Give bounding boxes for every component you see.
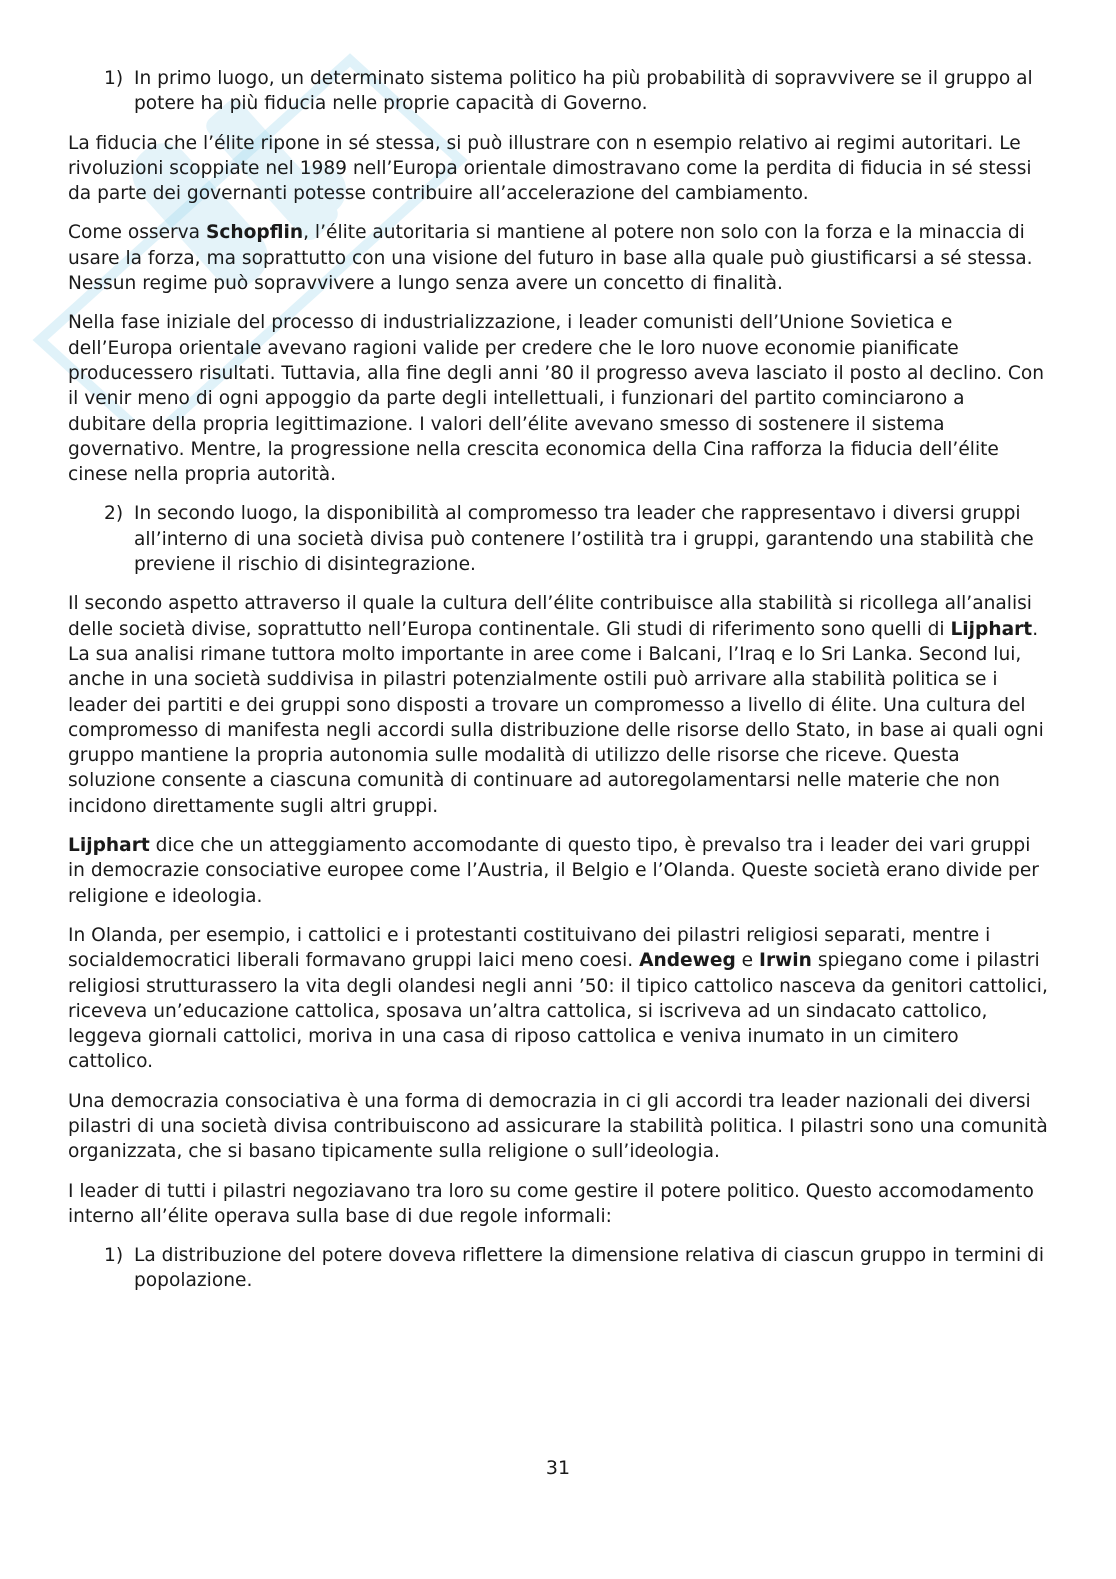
text-run: Come osserva bbox=[68, 222, 206, 244]
text-run: Il secondo aspetto attraverso il quale la cultura dell’élite contribuisce alla stabilità si ricollega all’analisi delle società divise, soprattutto nell’Europa continentale. Gli studi di riferimento sono quelli di bbox=[68, 593, 1032, 640]
author-name: Lijphart bbox=[950, 618, 1033, 640]
author-name: Schopflin bbox=[205, 222, 304, 244]
paragraph bbox=[68, 591, 1048, 819]
list-text: In primo luogo, un determinato sistema politico ha più probabilità di sopravvivere se il gruppo al potere ha più fiducia nelle proprie capacità di Governo. bbox=[134, 68, 1033, 115]
document-body bbox=[68, 66, 1048, 1308]
list-item bbox=[68, 66, 1048, 117]
paragraph: Nella fase iniziale del processo di industrializzazione, i leader comunisti dell’Unione Sovietica e dell’Europa orientale avevano ragioni valide per credere che le loro nuove economie pianificate producessero risultati. Tuttavia, alla fine degli anni ’80 il progresso aveva lasciato il posto al declino. Con il venir meno di ogni appoggio da parte degli intellettuali, i funzionari del partito cominciarono a dubitare della propria legittimazione. I valori dell’élite avevano smesso di sostenere il sistema governativo. Mentre, la progressione nella crescita economica della Cina rafforza la fiducia dell’élite cinese nella propria autorità. bbox=[68, 312, 1045, 486]
author-name: Lijphart bbox=[68, 835, 150, 857]
text-run: , l’élite autoritaria si mantiene al potere non solo con la forza e la minaccia di usare la forza, ma soprattutto con una visione del futuro in base alla quale può giustificarsi a sé stessa. Nessun regime può sopravvivere a lungo senza avere un concetto di finalità. bbox=[68, 222, 1033, 295]
list-item bbox=[68, 501, 1048, 577]
list-text: La distribuzione del potere doveva riflettere la dimensione relativa di ciascun gruppo in termini di popolazione. bbox=[134, 1245, 1045, 1292]
paragraph bbox=[68, 220, 1048, 296]
list-number: 2) bbox=[104, 503, 124, 525]
text-run: In Olanda, per esempio, i cattolici e i protestanti costituivano dei pilastri religiosi separati, mentre i socialdemocratici liberali formavano gruppi laici meno coesi. bbox=[68, 924, 991, 972]
list-number: 1) bbox=[104, 68, 124, 89]
paragraph: I leader di tutti i pilastri negoziavano tra loro su come gestire il potere politico. Questo accomodamento interno all’élite operava sulla base di due regole informali: bbox=[68, 1180, 1034, 1227]
paragraph: La fiducia che l’élite ripone in sé stessa, si può illustrare con n esempio relativo ai regimi autoritari. Le rivoluzioni scoppiate nel 1989 nell’Europa orientale dimostravano come la perdita di fiducia in sé stessi da parte dei governanti potesse contribuire all’accelerazione del cambiamento. bbox=[68, 132, 1032, 205]
page-number: 31 bbox=[545, 1457, 571, 1479]
text-run: e bbox=[735, 950, 760, 972]
author-name: Irwin bbox=[759, 950, 812, 972]
list-text: In secondo luogo, la disponibilità al compromesso tra leader che rappresentavo i diversi gruppi all’interno di una società divisa può contenere l’ostilità tra i gruppi, garantendo una stabilità che previene il rischio di disintegrazione. bbox=[134, 503, 1034, 576]
paragraph bbox=[68, 923, 1048, 1075]
text-run: . La sua analisi rimane tuttora molto importante in aree come i Balcani, l’Iraq e lo Sri Lanka. Second lui, anche in una società suddivisa in pilastri potenzialmente ostili può arrivare alla stabilità politica se i leader dei partiti e dei gruppi sono disposti a trovare un compromesso a livello di élite. Una cultura del compromesso di manifesta negli accordi sulla distribuzione delle risorse dello Stato, in base ai quali ogni gruppo mantiene la propria autonomia sulle modalità di utilizzo delle risorse che riceve. Questa soluzione consente a ciascuna comunità di continuare ad autoregolamentarsi nelle materie che non incidono direttamente sugli altri gruppi. bbox=[68, 618, 1044, 817]
list-item bbox=[68, 1243, 1048, 1294]
list-number: 1) bbox=[104, 1245, 124, 1267]
text-run: dice che un atteggiamento accomodante di questo tipo, è prevalso tra i leader dei vari gruppi in democrazie consociative europee come l’Austria, il Belgio e l’Olanda. Queste società erano divide per religione e ideologia. bbox=[68, 835, 1039, 907]
paragraph bbox=[68, 833, 1048, 909]
paragraph: Una democrazia consociativa è una forma di democrazia in ci gli accordi tra leader nazionali dei diversi pilastri di una società divisa contribuiscono ad assicurare la stabilità politica. I pilastri sono una comunità organizzata, che si basano tipicamente sulla religione o sull’ideologia. bbox=[68, 1090, 1048, 1163]
text-run: spiegano come i pilastri religiosi strutturassero la vita degli olandesi negli anni ’50: il tipico cattolico nasceva da genitori cattolici, riceveva un’educazione cattolica, sposava un’altra cattolica, si iscriveva ad un sindacato cattolico, leggeva giornali cattolici, moriva in una casa di riposo cattolica e veniva inumato in un cimitero cattolico. bbox=[68, 950, 1048, 1073]
author-name: Andeweg bbox=[639, 950, 736, 972]
